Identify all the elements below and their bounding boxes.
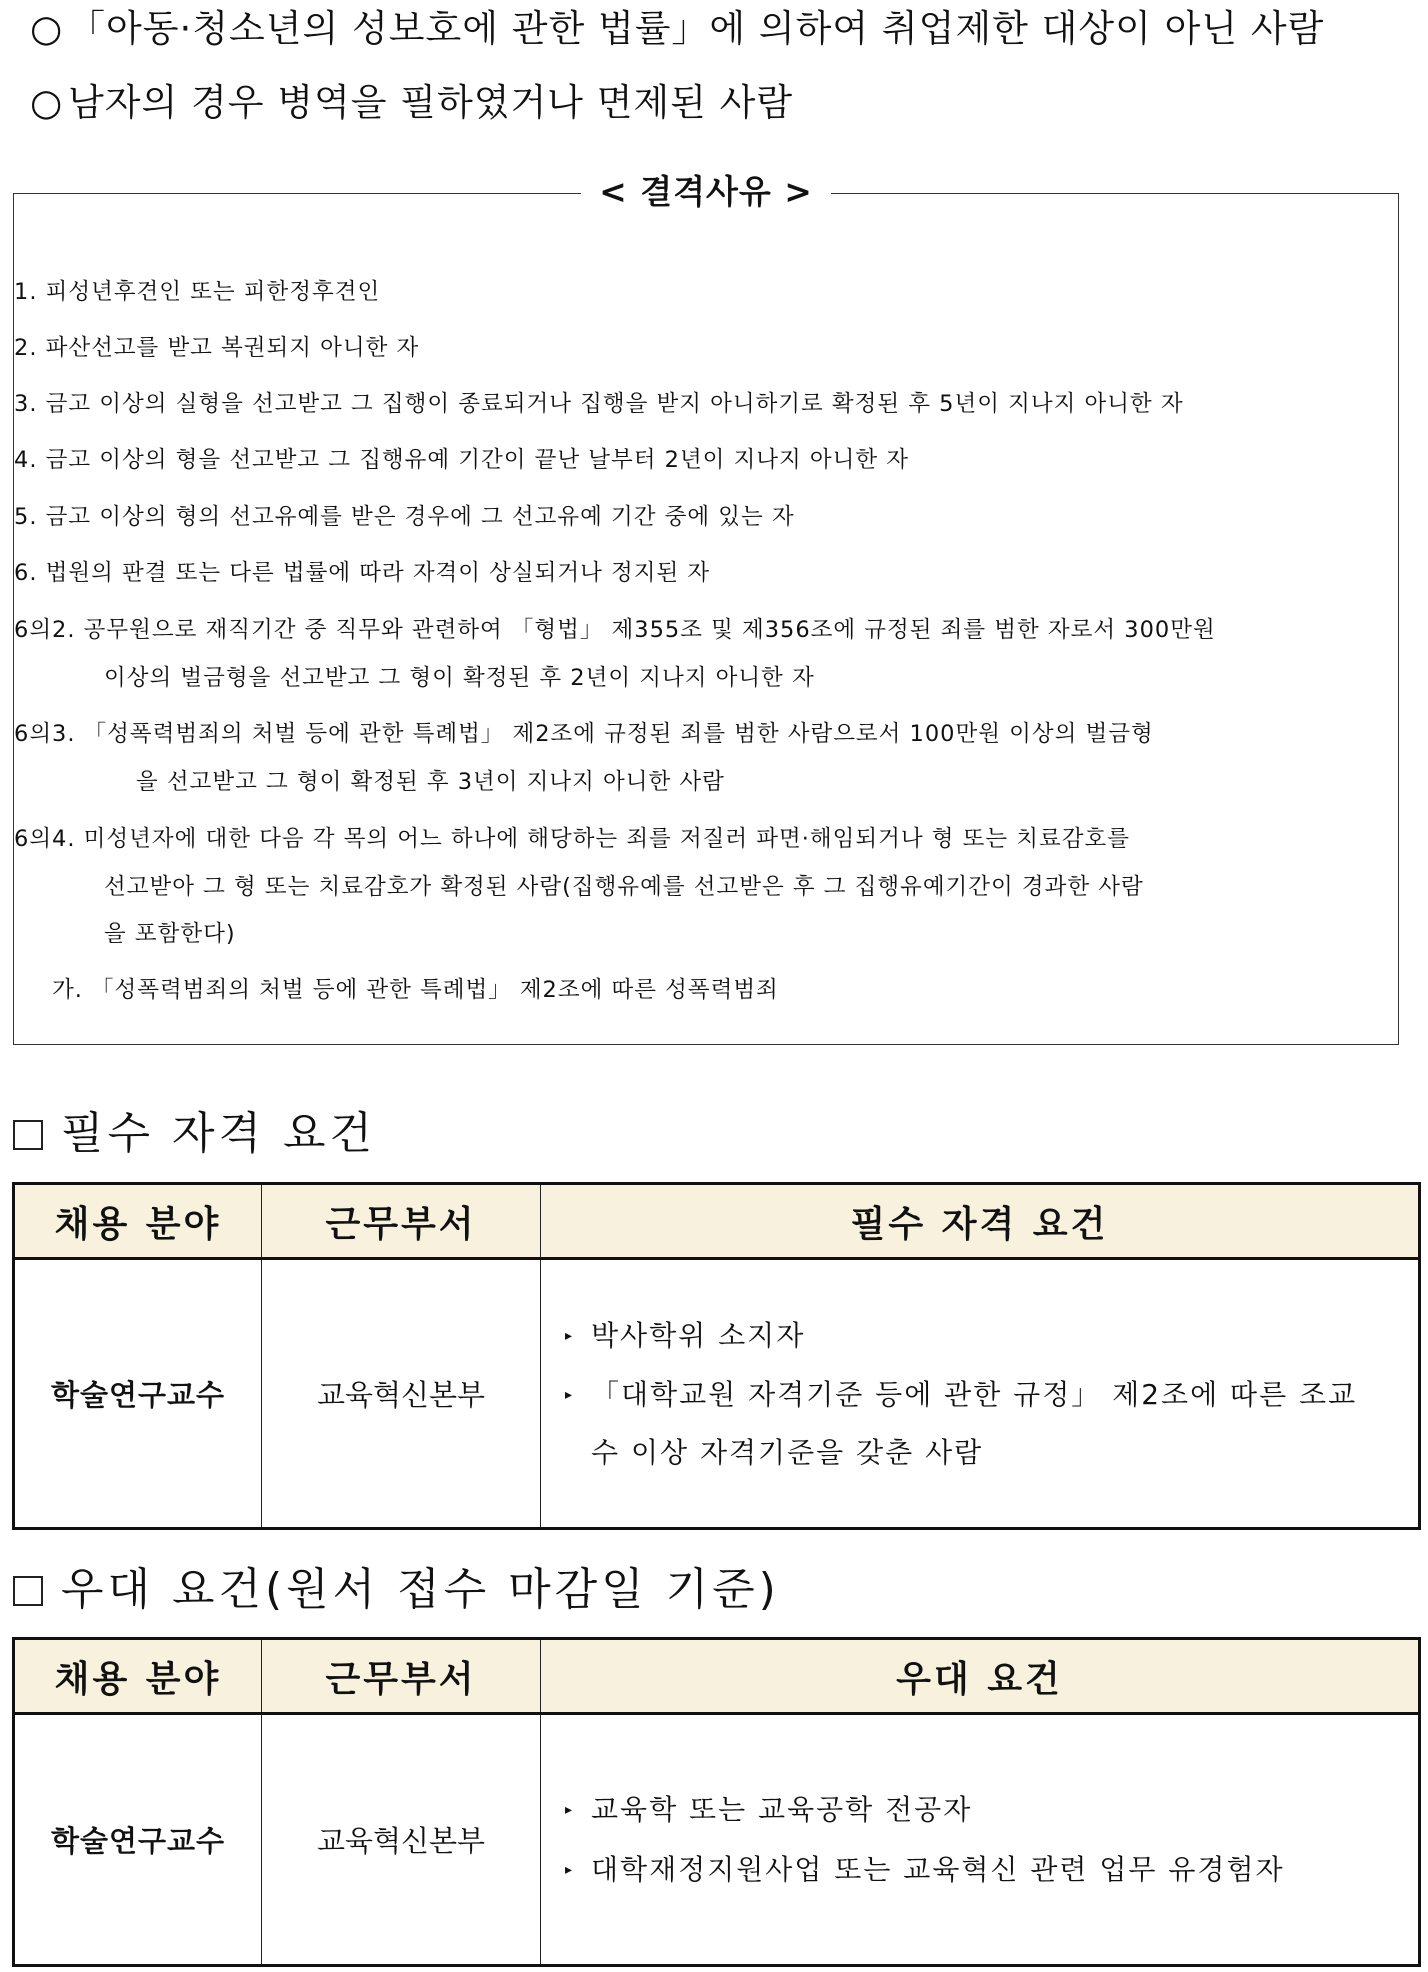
disqualification-line-6-4a: 6의4. 미성년자에 대한 다음 각 목의 어느 하나에 해당하는 죄를 저질러 파면·해임되거나 형 또는 치료감호를 — [14, 826, 1130, 852]
cell-field: 학술연구교수 — [14, 1714, 262, 1966]
preferred-table — [12, 1637, 1421, 1967]
header-requirements: 필수 자격 요건 — [541, 1184, 1420, 1259]
requirement-item-line: 수 이상 자격기준을 갖춘 사람 — [591, 1435, 984, 1469]
square-bullet-icon — [13, 1120, 43, 1150]
cell-field: 학술연구교수 — [14, 1259, 262, 1529]
disqualification-title: < 결격사유 > — [581, 166, 831, 213]
requirement-item — [565, 1366, 1404, 1482]
required-table — [12, 1182, 1421, 1530]
disqualification-line-3: 3. 금고 이상의 실형을 선고받고 그 집행이 종료되거나 집행을 받지 아니하기로 확정된 후 5년이 지나지 아니한 자 — [14, 391, 1184, 417]
requirement-item-line: 「대학교원 자격기준 등에 관한 규정」 제2조에 따른 조교 — [591, 1377, 1358, 1411]
intro-item-1 — [30, 7, 1325, 50]
circle-bullet-icon: ○ — [30, 81, 64, 124]
table-row — [14, 1259, 1420, 1529]
disqualification-line-6-2b: 이상의 벌금형을 선고받고 그 형이 확정된 후 2년이 지나지 아니한 자 — [104, 665, 815, 691]
header-department: 근무부서 — [262, 1639, 541, 1714]
preference-item: ▸ 교육학 또는 교육공학 전공자 — [565, 1780, 1404, 1840]
cell-department: 교육혁신본부 — [262, 1714, 541, 1966]
header-preferences: 우대 요건 — [541, 1639, 1420, 1714]
required-header-row — [14, 1184, 1420, 1259]
preferred-heading — [13, 1553, 780, 1617]
disqualification-line-2: 2. 파산선고를 받고 복권되지 아니한 자 — [14, 335, 420, 361]
disqualification-line-ga: 가. 「성폭력범죄의 처벌 등에 관한 특례법」 제2조에 따른 성폭력범죄 — [52, 977, 779, 1003]
disqualification-line-6-2a: 6의2. 공무원으로 재직기간 중 직무와 관련하여 「형법」 제355조 및 제356조에 규정된 죄를 범한 자로서 300만원 — [14, 617, 1216, 643]
header-department: 근무부서 — [262, 1184, 541, 1259]
disqualification-line-6-3a: 6의3. 「성폭력범죄의 처벌 등에 관한 특례법」 제2조에 규정된 죄를 범한 사람으로서 100만원 이상의 벌금형 — [14, 721, 1154, 747]
intro-item-2 — [30, 81, 794, 124]
cell-preferences — [541, 1714, 1420, 1966]
requirement-item: ▸ 박사학위 소지자 — [565, 1306, 1404, 1366]
preferred-heading-text: 우대 요건(원서 접수 마감일 기준) — [61, 1564, 780, 1615]
disqualification-line-6-4b: 선고받아 그 형 또는 치료감호가 확정된 사람(집행유예를 선고받은 후 그 집행유예기간이 경과한 사람 — [104, 874, 1144, 900]
cell-department: 교육혁신본부 — [262, 1259, 541, 1529]
disqualification-line-4: 4. 금고 이상의 형을 선고받고 그 집행유예 기간이 끝난 날부터 2년이 지나지 아니한 자 — [14, 447, 910, 473]
preferred-header-row — [14, 1639, 1420, 1714]
disqualification-line-6-4c: 을 포함한다) — [104, 921, 236, 947]
header-field: 채용 분야 — [14, 1639, 262, 1714]
disqualification-line-6: 6. 법원의 판결 또는 다른 법률에 따라 자격이 상실되거나 정지된 자 — [14, 560, 711, 586]
disqualification-line-6-3b: 을 선고받고 그 형이 확정된 후 3년이 지나지 아니한 사람 — [136, 769, 725, 795]
disqualification-line-5: 5. 금고 이상의 형의 선고유예를 받은 경우에 그 선고유예 기간 중에 있는 자 — [14, 504, 795, 530]
table-row — [14, 1714, 1420, 1966]
square-bullet-icon — [13, 1576, 43, 1606]
header-field: 채용 분야 — [14, 1184, 262, 1259]
disqualification-line-1: 1. 피성년후견인 또는 피한정후견인 — [14, 279, 381, 305]
intro-text-2: 남자의 경우 병역을 필하였거나 면제된 사람 — [68, 81, 794, 124]
intro-text-1: 「아동·청소년의 성보호에 관한 법률」에 의하여 취업제한 대상이 아닌 사람 — [68, 7, 1325, 50]
disqualification-box — [13, 172, 1399, 1045]
circle-bullet-icon: ○ — [30, 7, 64, 50]
disqualification-title-wrap — [14, 166, 1398, 213]
preference-item: ▸ 대학재정지원사업 또는 교육혁신 관련 업무 유경험자 — [565, 1840, 1404, 1900]
cell-requirements — [541, 1259, 1420, 1529]
required-heading-text: 필수 자격 요건 — [61, 1108, 376, 1159]
required-heading — [13, 1097, 376, 1161]
